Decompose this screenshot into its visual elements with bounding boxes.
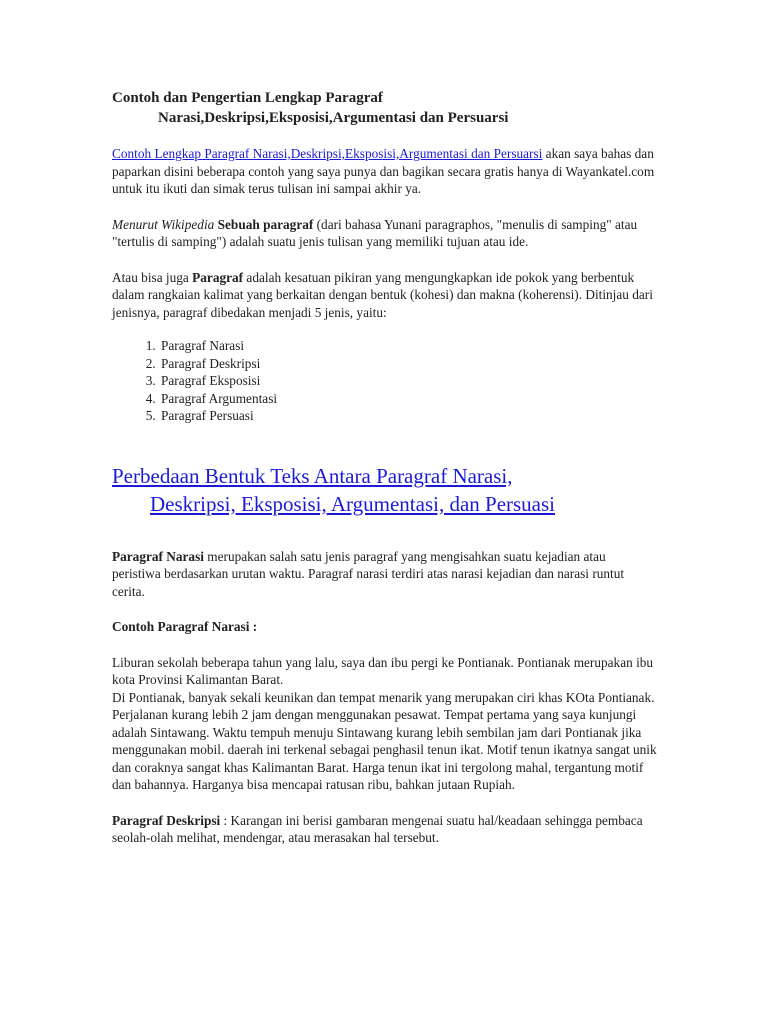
liburan-text-1: Liburan sekolah beberapa tahun yang lalu, saya dan ibu pergi ke Pontianak. Pontianak merupakan ibu kota Provinsi Kalimantan Barat. (112, 654, 654, 687)
atau-before: Atau bisa juga (112, 269, 193, 285)
intro-text: akan saya bahas dan paparkan disini beberapa contoh yang saya punya dan bagikan secara gratis hanya di Wayankatel.com untuk itu ikuti dan simak terus tulisan ini sampai akhir ya. (112, 146, 655, 196)
section-heading-line2[interactable]: Deskripsi, Eksposisi, Argumentasi, dan Persuasi (150, 491, 556, 516)
list-item: 2. Paragraf Deskripsi (159, 355, 657, 373)
atau-text: adalah kesatuan pikiran yang mengungkapkan ide pokok yang berbentuk dalam rangkaian kalimat yang berkaitan dengan bentuk (kohesi) dan makna (koherensi). Ditinjau dari jenisnya, paragraf dibedakan menjadi 5 jenis, yaitu: (112, 269, 653, 320)
list-item: 3. Paragraf Eksposisi (159, 372, 657, 390)
wiki-bold: Sebuah paragraf (214, 216, 314, 232)
narasi-bold: Paragraf Narasi (112, 548, 204, 564)
document-title-line1: Contoh dan Pengertian Lengkap Paragraf (112, 90, 383, 106)
liburan-text-2: Di Pontianak, banyak sekali keunikan dan tempat menarik yang merupakan ciri khas KOta Pontianak. Perjalanan kurang lebih 2 jam dengan menggunakan pesawat. Tempat pertama yang saya kunjungi adalah Sintawang. Waktu tempuh menuju Sintawang kurang lebih sembilan jam dari Pontianak jika menggunakan mobil. daerah ini terkenal sebagai penghasil tenun ikat. Motif tenun ikatnya sangat unik dan coraknya sangat khas Kalimantan Barat. Harga tenun ikat ini tergolong mahal, tergantung motif dan bahannya. Harganya bisa mencapai ratusan ribu, bahkan jutaan Rupiah. (112, 689, 657, 792)
wiki-text: (dari bahasa Yunani paragraphos, "menulis di samping" atau "tertulis di samping") adalah suatu jenis tulisan yang memiliki tujuan atau ide. (112, 216, 638, 249)
list-item: 4. Paragraf Argumentasi (159, 390, 657, 408)
deskripsi-paragraph (112, 812, 657, 847)
deskripsi-text: : Karangan ini berisi gambaran mengenai suatu hal/keadaan sehingga pembaca seolah-olah melihat, mendengar, atau merasakan hal tersebut. (112, 812, 643, 845)
intro-paragraph (112, 145, 657, 198)
atau-bold: Paragraf (192, 269, 244, 285)
list-item: 5. Paragraf Persuasi (159, 407, 657, 425)
narasi-paragraph (112, 548, 657, 601)
document-content (112, 88, 657, 847)
list-item: 1. Paragraf Narasi (159, 337, 657, 355)
contoh-narasi-heading: Contoh Paragraf Narasi : (112, 619, 258, 634)
section-heading-link[interactable] (112, 462, 657, 518)
intro-link[interactable]: Contoh Lengkap Paragraf Narasi,Deskripsi,Eksposisi,Argumentasi dan Persuarsi (112, 146, 543, 161)
wikipedia-paragraph (112, 216, 657, 251)
deskripsi-bold: Paragraf Deskripsi (112, 812, 221, 828)
narasi-text: merupakan salah satu jenis paragraf yang mengisahkan suatu kejadian atau peristiwa berdasarkan urutan waktu. Paragraf narasi terdiri atas narasi kejadian dan narasi runtut cerita. (112, 548, 625, 599)
liburan-paragraph (112, 654, 657, 794)
document-title-line2: Narasi,Deskripsi,Eksposisi,Argumentasi dan Persuarsi (158, 110, 509, 126)
wiki-italic: Menurut Wikipedia (112, 216, 215, 232)
definition-paragraph (112, 269, 657, 322)
paragraph-types-list (112, 337, 657, 425)
section-heading-line1[interactable]: Perbedaan Bentuk Teks Antara Paragraf Narasi, (112, 463, 513, 488)
